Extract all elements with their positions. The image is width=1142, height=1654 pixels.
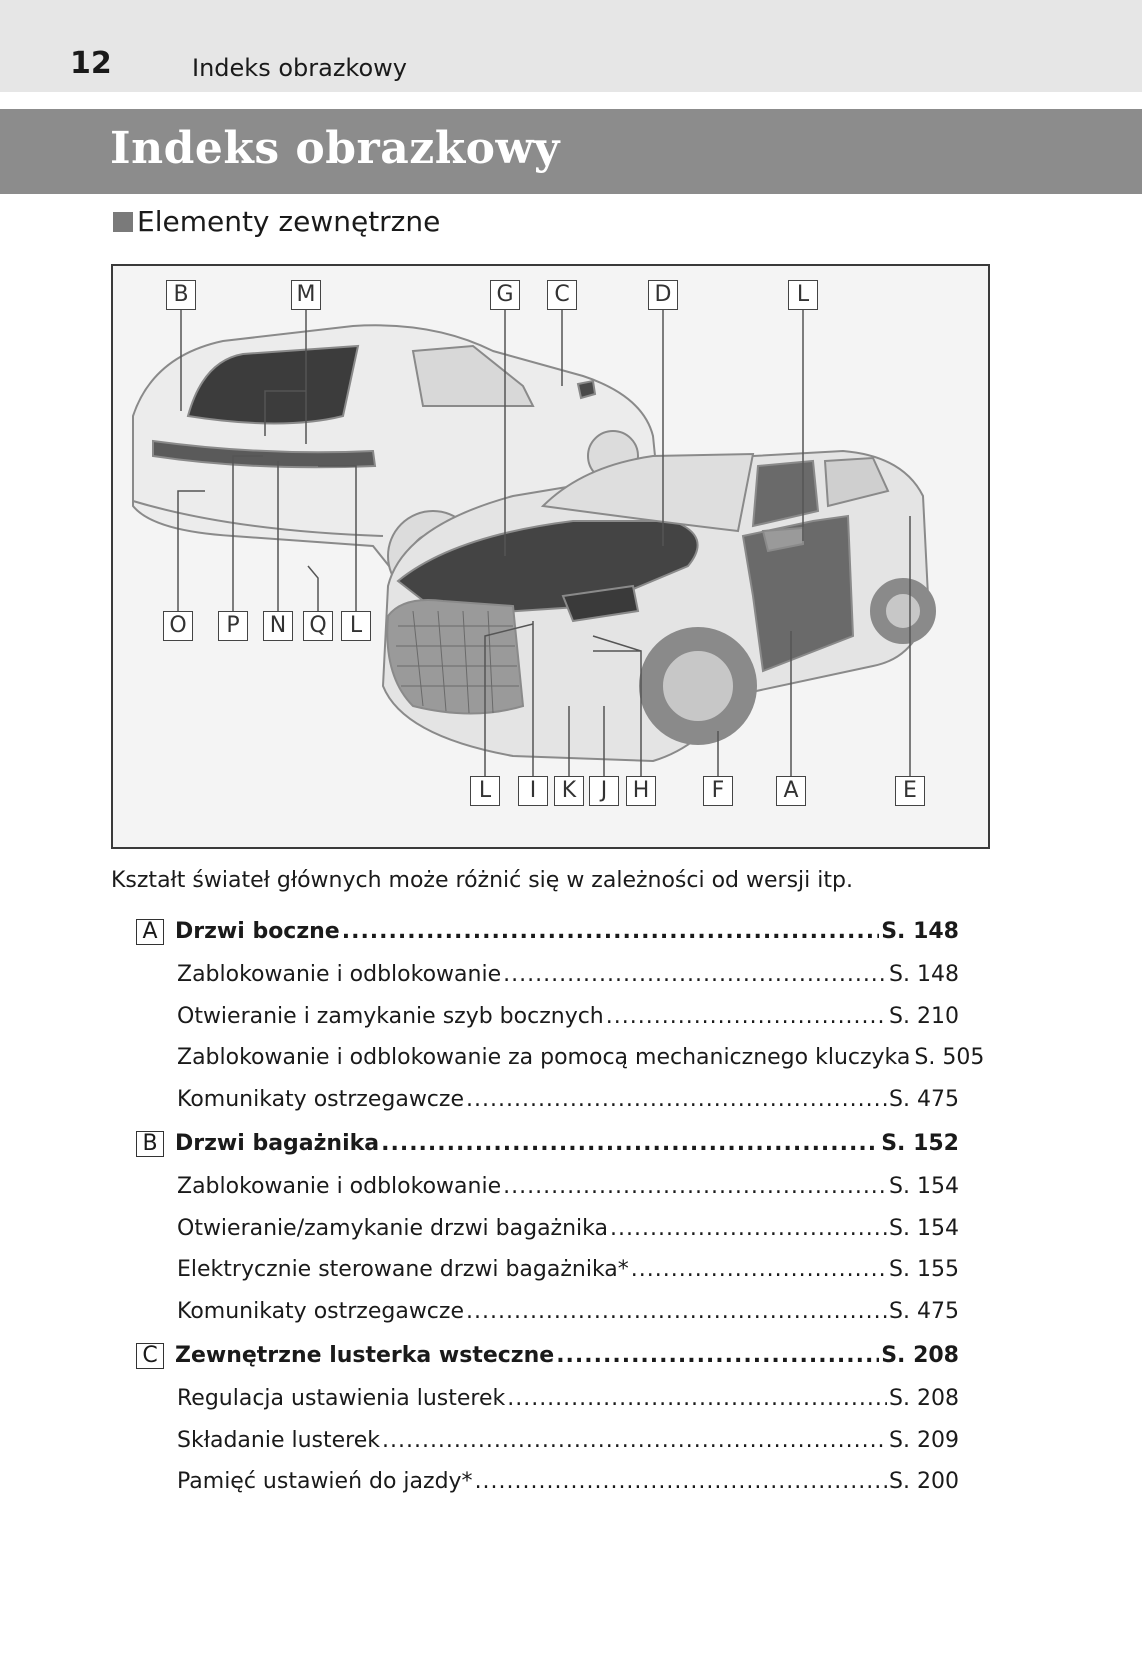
front-grille bbox=[387, 600, 523, 714]
entry-title: Drzwi boczne bbox=[175, 919, 340, 944]
entry-label: A bbox=[136, 919, 164, 945]
subentry-page: S. 154 bbox=[889, 1174, 959, 1199]
figure-caption: Kształt świateł głównych może różnić się w zależności od wersji itp. bbox=[111, 868, 853, 893]
subentry-page: S. 475 bbox=[889, 1298, 959, 1324]
leader-dots bbox=[556, 1334, 879, 1378]
entry-label: B bbox=[136, 1131, 164, 1157]
index-subentry[interactable] bbox=[136, 954, 959, 996]
vehicle-illustration bbox=[111, 264, 990, 849]
callout-C: C bbox=[547, 280, 577, 310]
index-entry[interactable] bbox=[136, 910, 959, 954]
callout-B: B bbox=[166, 280, 196, 310]
entry-page: S. 148 bbox=[881, 919, 959, 944]
callout-O: O bbox=[163, 611, 193, 641]
callout-L: L bbox=[341, 611, 371, 641]
entry-title: Drzwi bagażnika bbox=[175, 1131, 380, 1156]
index-subentry[interactable] bbox=[136, 1249, 959, 1291]
callout-F: F bbox=[703, 776, 733, 806]
callout-M: M bbox=[291, 280, 321, 310]
callout-D: D bbox=[648, 280, 678, 310]
index-subentry[interactable] bbox=[136, 1378, 959, 1420]
callout-J: J bbox=[589, 776, 619, 806]
index-subentry[interactable] bbox=[136, 1037, 985, 1079]
subentry-title: Elektrycznie sterowane drzwi bagażnika* bbox=[177, 1257, 629, 1282]
leader-dots bbox=[382, 1420, 887, 1462]
running-title: Indeks obrazkowy bbox=[192, 54, 407, 82]
callout-I: I bbox=[518, 776, 548, 806]
leader-dots bbox=[631, 1249, 887, 1291]
callout-P: P bbox=[218, 611, 248, 641]
index-subentry[interactable] bbox=[136, 1166, 959, 1208]
leader-dots bbox=[503, 954, 887, 996]
subentry-page: S. 208 bbox=[889, 1386, 959, 1411]
subentry-title: Zablokowanie i odblokowanie bbox=[177, 1174, 502, 1199]
subentry-title: Otwieranie i zamykanie szyb bocznych bbox=[177, 1003, 604, 1029]
leader-dots bbox=[381, 1122, 879, 1166]
leader-Q bbox=[308, 566, 318, 611]
index-entry[interactable] bbox=[136, 1334, 959, 1378]
subentry-title: Regulacja ustawienia lusterek bbox=[177, 1386, 506, 1411]
entry-title: Zewnętrzne lusterka wsteczne bbox=[175, 1343, 555, 1368]
subentry-page: S. 155 bbox=[889, 1257, 959, 1282]
leader-dots bbox=[475, 1461, 887, 1503]
callout-Q: Q bbox=[303, 611, 333, 641]
section-bullet-icon bbox=[113, 212, 133, 232]
subentry-title: Zablokowanie i odblokowanie bbox=[177, 962, 502, 987]
leader-dots bbox=[606, 996, 887, 1038]
entry-page: S. 208 bbox=[881, 1343, 959, 1368]
subentry-title: Komunikaty ostrzegawcze bbox=[177, 1298, 464, 1324]
subentry-page: S. 200 bbox=[889, 1469, 959, 1494]
leader-dots bbox=[342, 910, 879, 954]
callout-L: L bbox=[788, 280, 818, 310]
entry-page: S. 152 bbox=[881, 1131, 959, 1156]
subentry-page: S. 148 bbox=[889, 962, 959, 987]
callout-A: A bbox=[776, 776, 806, 806]
subentry-page: S. 209 bbox=[889, 1427, 959, 1453]
callout-E: E bbox=[895, 776, 925, 806]
index-subentry[interactable] bbox=[136, 1461, 959, 1503]
section-title: Elementy zewnętrzne bbox=[137, 205, 441, 238]
subentry-title: Składanie lusterek bbox=[177, 1427, 380, 1453]
index-subentry[interactable] bbox=[136, 996, 959, 1038]
car-drawing bbox=[113, 266, 990, 849]
chapter-title: Indeks obrazkowy bbox=[110, 123, 560, 174]
subentry-page: S. 210 bbox=[889, 1003, 959, 1029]
subentry-title: Otwieranie/zamykanie drzwi bagażnika bbox=[177, 1215, 608, 1241]
index-subentry[interactable] bbox=[136, 1291, 959, 1333]
callout-L: L bbox=[470, 776, 500, 806]
callout-N: N bbox=[263, 611, 293, 641]
leader-dots bbox=[503, 1166, 887, 1208]
subentry-page: S. 475 bbox=[889, 1086, 959, 1112]
subentry-page: S. 154 bbox=[889, 1215, 959, 1241]
index-entry[interactable] bbox=[136, 1122, 959, 1166]
leader-dots bbox=[466, 1291, 887, 1333]
subentry-title: Zablokowanie i odblokowanie za pomocą mechanicznego kluczyka bbox=[177, 1045, 911, 1070]
leader-dots bbox=[466, 1079, 887, 1121]
leader-dots bbox=[507, 1378, 887, 1420]
subentry-page: S. 505 bbox=[914, 1045, 985, 1070]
chapter-banner bbox=[0, 109, 1142, 194]
rear-car-mirror bbox=[578, 381, 595, 398]
callout-K: K bbox=[554, 776, 584, 806]
page-number: 12 bbox=[70, 46, 112, 81]
subentry-title: Pamięć ustawień do jazdy* bbox=[177, 1469, 473, 1494]
index-entries bbox=[136, 908, 985, 1503]
callout-H: H bbox=[626, 776, 656, 806]
index-subentry[interactable] bbox=[136, 1208, 959, 1250]
section-heading bbox=[113, 205, 440, 238]
leader-dots bbox=[610, 1208, 887, 1250]
index-subentry[interactable] bbox=[136, 1079, 959, 1121]
page-header bbox=[0, 0, 1142, 92]
entry-label: C bbox=[136, 1343, 164, 1369]
subentry-title: Komunikaty ostrzegawcze bbox=[177, 1086, 464, 1112]
index-subentry[interactable] bbox=[136, 1420, 959, 1462]
callout-G: G bbox=[490, 280, 520, 310]
